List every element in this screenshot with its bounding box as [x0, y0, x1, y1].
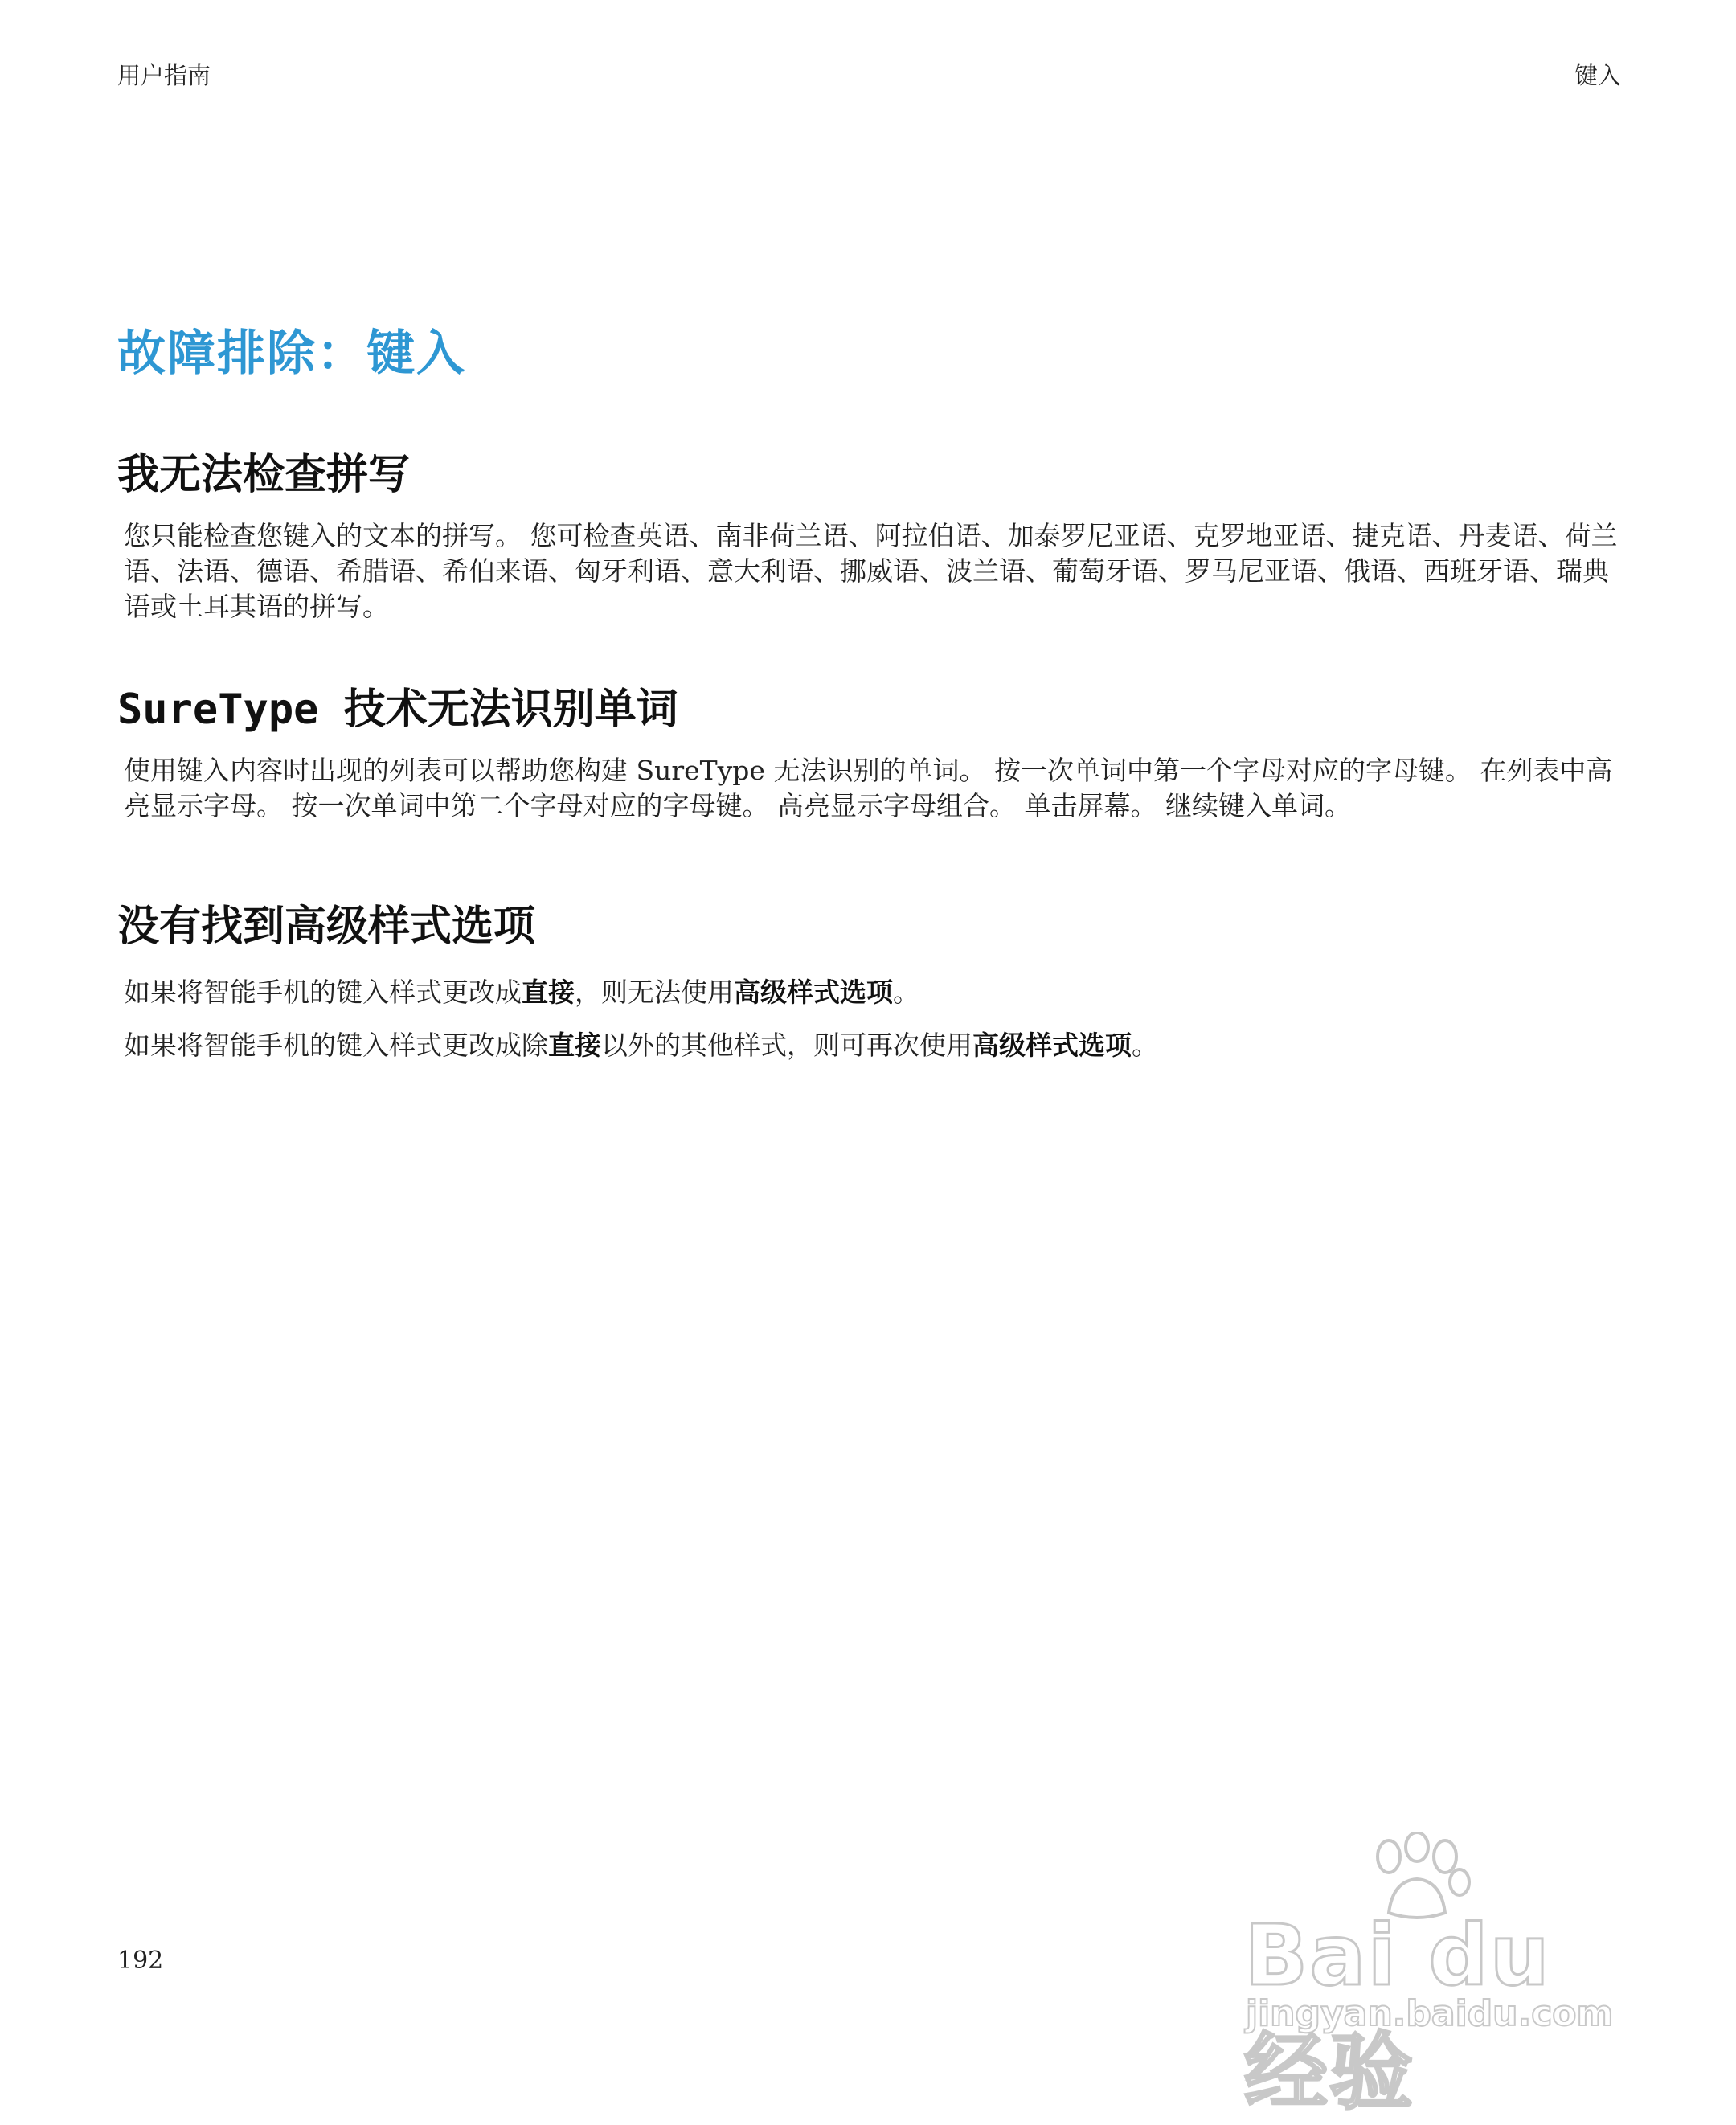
text: 。	[1132, 1030, 1158, 1061]
emphasis: 高级样式选项	[972, 1030, 1132, 1061]
section-body: 使用键入内容时出现的列表可以帮助您构建 SureType 无法识别的单词。 按一次单词中第一个字母对应的字母键。 在列表中高亮显示字母。 按一次单词中第二个字母对应的字母键。 高亮显示字母组合。 单击屏幕。 继续键入单词。	[124, 755, 1613, 821]
section-advanced-style	[117, 892, 1628, 1081]
emphasis: 直接	[522, 977, 575, 1008]
text: 以外的其他样式，则可再次使用	[601, 1030, 972, 1061]
text: 如果将智能手机的键入样式更改成	[124, 977, 522, 1008]
chapter-title: 故障排除：键入	[117, 326, 466, 382]
section-body: 您只能检查您键入的文本的拼写。 您可检查英语、南非荷兰语、阿拉伯语、加泰罗尼亚语、克罗地亚语、捷克语、丹麦语、荷兰语、法语、德语、希腊语、希伯来语、匈牙利语、意大利语、挪威语、波兰语、葡萄牙语、罗马尼亚语、俄语、西班牙语、瑞典语或土耳其语的拼写。	[124, 520, 1618, 622]
watermark-url: jingyan.baidu.com	[1246, 1993, 1614, 2034]
watermark-brand: Bai du 经验	[1244, 1906, 1551, 2121]
paragraph	[124, 1028, 1628, 1063]
running-header-right: 键入	[1574, 62, 1621, 89]
section-suretype	[117, 675, 1628, 824]
text: 如果将智能手机的键入样式更改成除	[124, 1030, 548, 1061]
emphasis: 直接	[548, 1030, 601, 1061]
text: 。	[893, 977, 919, 1008]
emphasis: 高级样式选项	[734, 977, 893, 1008]
page-number: 192	[117, 1947, 164, 1975]
section-heading: 我无法检查拼写	[117, 451, 411, 499]
running-header-left: 用户指南	[117, 62, 211, 89]
section-heading: SureType 技术无法识别单词	[117, 686, 678, 734]
paragraph	[124, 975, 1628, 1010]
baidu-jingyan-watermark	[1238, 1832, 1656, 2121]
text: ，则无法使用	[575, 977, 734, 1008]
section-heading: 没有找到高级样式选项	[117, 903, 536, 951]
section-spell-check	[117, 440, 1628, 624]
